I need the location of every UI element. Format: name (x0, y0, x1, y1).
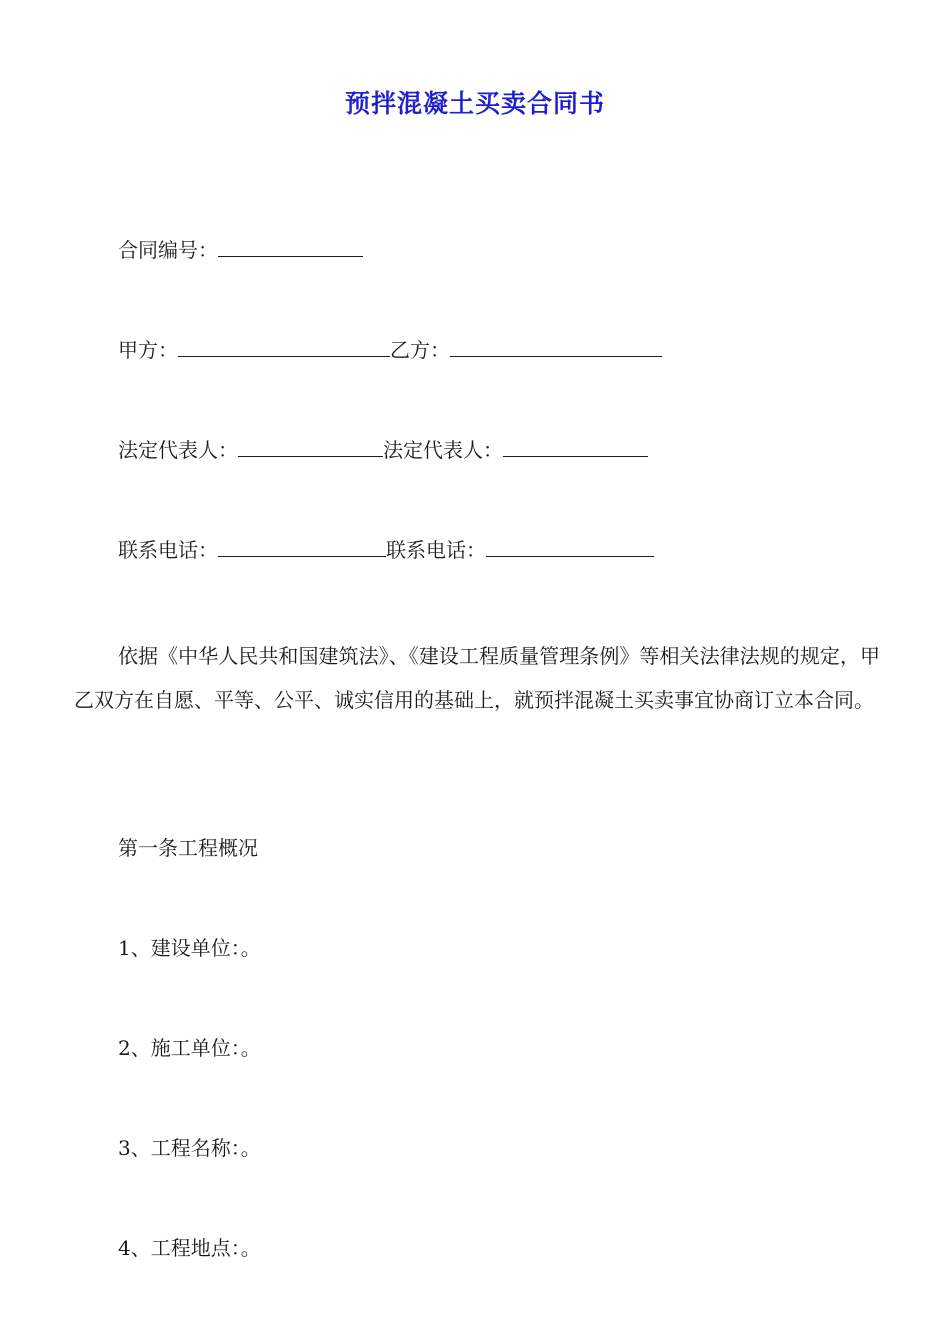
parties-line (118, 336, 662, 364)
item-project-name: 3、工程名称：。 (118, 1136, 261, 1160)
contract-number-label: 合同编号： (118, 238, 218, 262)
phone-b-blank (486, 538, 654, 557)
party-b-blank (450, 338, 662, 357)
party-a-label: 甲方： (118, 338, 178, 362)
phones-line (118, 536, 654, 564)
item-contractor-unit: 2、施工单位：。 (118, 1036, 261, 1060)
legal-rep-a-blank (238, 438, 383, 457)
phone-b-label: 联系电话： (386, 538, 486, 562)
contract-number-blank (218, 238, 363, 257)
legal-rep-b-label: 法定代表人： (383, 438, 503, 462)
legal-rep-b-blank (503, 438, 648, 457)
article-1-heading: 第一条工程概况 (118, 836, 258, 860)
party-a-blank (178, 338, 390, 357)
item-construction-unit: 1、建设单位：。 (118, 936, 261, 960)
intro-paragraph: 依据《中华人民共和国建筑法》、《建设工程质量管理条例》等相关法律法规的规定，甲乙双方在自愿、平等、公平、诚实信用的基础上，就预拌混凝土买卖事宜协商订立本合同。 (74, 644, 880, 712)
legal-rep-a-label: 法定代表人： (118, 438, 238, 462)
legal-representatives-line (118, 436, 648, 464)
phone-a-blank (218, 538, 386, 557)
document-title: 预拌混凝土买卖合同书 (344, 89, 605, 118)
item-project-location: 4、工程地点：。 (118, 1236, 261, 1260)
party-b-label: 乙方： (390, 338, 450, 362)
contract-number-line (118, 236, 363, 264)
phone-a-label: 联系电话： (118, 538, 218, 562)
